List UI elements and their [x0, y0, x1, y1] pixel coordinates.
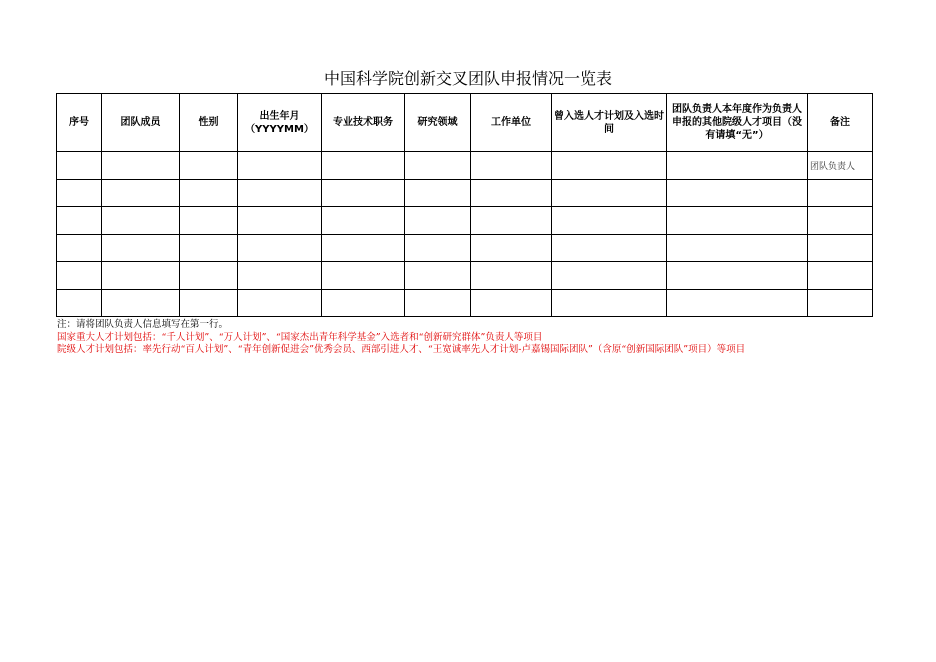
- table-cell[interactable]: [180, 289, 238, 317]
- header-remarks: 备注: [808, 94, 873, 152]
- table-cell[interactable]: [808, 179, 873, 207]
- table-cell[interactable]: [102, 234, 180, 262]
- table-cell[interactable]: [322, 152, 405, 180]
- table-cell[interactable]: [180, 179, 238, 207]
- table-cell[interactable]: [57, 179, 102, 207]
- header-talent-plan: 曾入选人才计划及入选时间: [552, 94, 667, 152]
- table-cell[interactable]: [667, 207, 808, 235]
- table-cell[interactable]: [180, 152, 238, 180]
- note-first-row: 注：请将团队负责人信息填写在第一行。: [57, 319, 229, 330]
- table-row: [57, 207, 873, 235]
- table-cell[interactable]: [808, 234, 873, 262]
- header-birth: 出生年月（YYYYMM）: [238, 94, 322, 152]
- table-cell[interactable]: [238, 234, 322, 262]
- table-cell[interactable]: [808, 207, 873, 235]
- table-cell[interactable]: [238, 289, 322, 317]
- table-row: [57, 179, 873, 207]
- table-cell[interactable]: [808, 262, 873, 290]
- table-cell[interactable]: [405, 234, 471, 262]
- table-cell[interactable]: [552, 289, 667, 317]
- table-cell[interactable]: [667, 262, 808, 290]
- table-cell[interactable]: [471, 207, 552, 235]
- table-cell[interactable]: [180, 207, 238, 235]
- table-cell[interactable]: [322, 262, 405, 290]
- table-cell[interactable]: [57, 152, 102, 180]
- table-row: [57, 289, 873, 317]
- table-cell[interactable]: [102, 152, 180, 180]
- table-row: [57, 234, 873, 262]
- table-cell[interactable]: [667, 179, 808, 207]
- header-member: 团队成员: [102, 94, 180, 152]
- table-cell[interactable]: [471, 179, 552, 207]
- application-table: [56, 93, 873, 317]
- table-cell[interactable]: [102, 262, 180, 290]
- table-row: [57, 152, 873, 180]
- table-cell[interactable]: [552, 207, 667, 235]
- table-body: [57, 152, 873, 317]
- table-cell[interactable]: [238, 207, 322, 235]
- table-cell[interactable]: [322, 289, 405, 317]
- table-cell[interactable]: [102, 289, 180, 317]
- table-cell[interactable]: [667, 152, 808, 180]
- header-title: 专业技术职务: [322, 94, 405, 152]
- table-cell[interactable]: [322, 207, 405, 235]
- table-cell[interactable]: [552, 179, 667, 207]
- table-cell[interactable]: [57, 289, 102, 317]
- table-cell[interactable]: [57, 207, 102, 235]
- table-cell[interactable]: [57, 234, 102, 262]
- table-cell[interactable]: [552, 234, 667, 262]
- table-cell[interactable]: [471, 152, 552, 180]
- table-cell[interactable]: [405, 262, 471, 290]
- header-row: [57, 94, 873, 152]
- table-cell[interactable]: [57, 262, 102, 290]
- table-cell[interactable]: [667, 289, 808, 317]
- table-cell[interactable]: [552, 152, 667, 180]
- table-cell[interactable]: [238, 179, 322, 207]
- table-cell[interactable]: [322, 179, 405, 207]
- header-other-projects: 团队负责人本年度作为负责人申报的其他院级人才项目（没有请填“无”）: [667, 94, 808, 152]
- table-cell[interactable]: [471, 289, 552, 317]
- table-cell[interactable]: [180, 234, 238, 262]
- table-cell[interactable]: [238, 262, 322, 290]
- table-cell[interactable]: [667, 234, 808, 262]
- table-cell[interactable]: [808, 289, 873, 317]
- header-gender: 性别: [180, 94, 238, 152]
- table-cell[interactable]: [552, 262, 667, 290]
- notes: [57, 319, 877, 357]
- table-row: [57, 262, 873, 290]
- table-cell[interactable]: [471, 262, 552, 290]
- table-cell[interactable]: 团队负责人: [808, 152, 873, 180]
- page-title: 中国科学院创新交叉团队申报情况一览表: [323, 69, 612, 88]
- table-cell[interactable]: [180, 262, 238, 290]
- header-field: 研究领域: [405, 94, 471, 152]
- table-cell[interactable]: [102, 207, 180, 235]
- header-index: 序号: [57, 94, 102, 152]
- note-national-plans: 国家重大人才计划包括：“千人计划”、“万人计划”、“国家杰出青年科学基金”入选者和“创新研究群体”负责人等项目: [57, 331, 543, 343]
- table-cell[interactable]: [405, 289, 471, 317]
- header-unit: 工作单位: [471, 94, 552, 152]
- table-cell[interactable]: [238, 152, 322, 180]
- table-cell[interactable]: [471, 234, 552, 262]
- table-cell[interactable]: [405, 152, 471, 180]
- table-cell[interactable]: [405, 207, 471, 235]
- table-cell[interactable]: [405, 179, 471, 207]
- table-cell[interactable]: [322, 234, 405, 262]
- table-cell[interactable]: [102, 179, 180, 207]
- note-academy-plans: 院级人才计划包括：率先行动“百人计划”、“青年创新促进会”优秀会员、西部引进人才、“王宽诚率先人才计划-卢嘉锡国际团队”（含原“创新国际团队”项目）等项目: [57, 344, 746, 355]
